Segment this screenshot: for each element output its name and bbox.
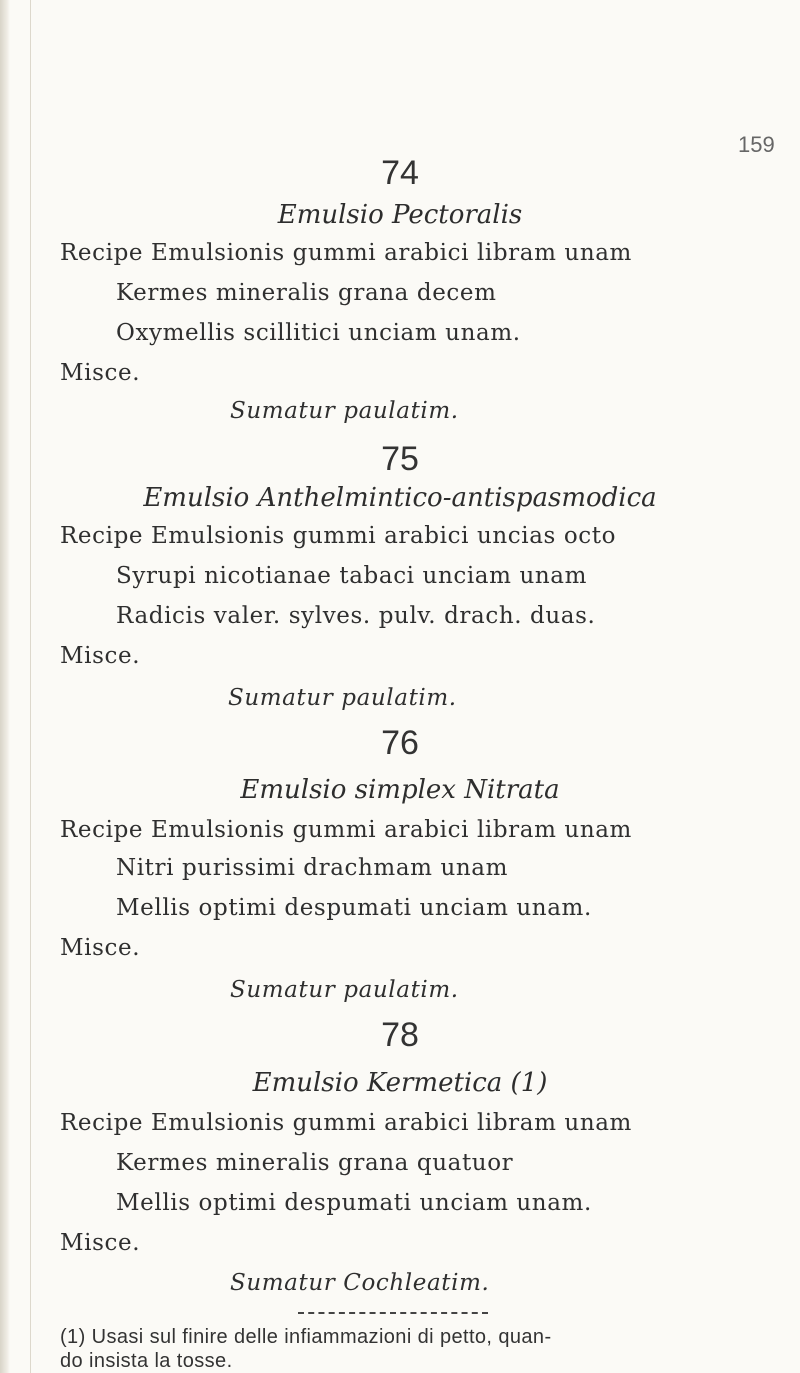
sumatur-instruction: Sumatur paulatim.: [230, 977, 459, 1003]
recipe-title: Emulsio Pectoralis: [277, 200, 523, 230]
page-marginal-number: 159: [738, 132, 775, 157]
recipe-line: Recipe Emulsionis gummi arabici uncias octo: [60, 523, 617, 549]
misce-label: Misce.: [60, 360, 141, 386]
recipe-number: 76: [381, 724, 419, 762]
footnote-rule: [298, 1312, 488, 1314]
recipe-line: Recipe Emulsionis gummi arabici libram unam: [60, 1110, 632, 1136]
recipe-line: Oxymellis scillitici unciam unam.: [116, 320, 521, 346]
misce-label: Misce.: [60, 1230, 141, 1256]
sumatur-instruction: Sumatur paulatim.: [228, 685, 457, 711]
recipe-line: Kermes mineralis grana decem: [116, 280, 497, 306]
footnote-line: do insista la tosse.: [60, 1350, 233, 1372]
recipe-line: Radicis valer. sylves. pulv. drach. duas.: [116, 603, 596, 629]
recipe-title: Emulsio Anthelmintico-antispasmodica: [143, 483, 657, 513]
sumatur-instruction: Sumatur paulatim.: [230, 398, 459, 424]
recipe-number: 75: [381, 440, 419, 478]
recipe-line: Recipe Emulsionis gummi arabici libram unam: [60, 817, 632, 843]
misce-label: Misce.: [60, 935, 141, 961]
recipe-line: Kermes mineralis grana quatuor: [116, 1150, 514, 1176]
recipe-line: Syrupi nicotianae tabaci unciam unam: [116, 563, 587, 589]
misce-label: Misce.: [60, 643, 141, 669]
footnote-line: (1) Usasi sul finire delle infiammazioni di petto, quan-: [60, 1326, 552, 1348]
recipe-title: Emulsio Kermetica (1): [252, 1068, 548, 1098]
recipe-title: Emulsio simplex Nitrata: [240, 775, 560, 805]
sumatur-instruction: Sumatur Cochleatim.: [230, 1270, 490, 1296]
recipe-line: Mellis optimi despumati unciam unam.: [116, 895, 592, 921]
recipe-line: Mellis optimi despumati unciam unam.: [116, 1190, 592, 1216]
recipe-line: Recipe Emulsionis gummi arabici libram unam: [60, 240, 632, 266]
recipe-line: Nitri purissimi drachmam unam: [116, 855, 509, 881]
recipe-number: 78: [381, 1016, 419, 1054]
recipe-number: 74: [381, 154, 419, 192]
